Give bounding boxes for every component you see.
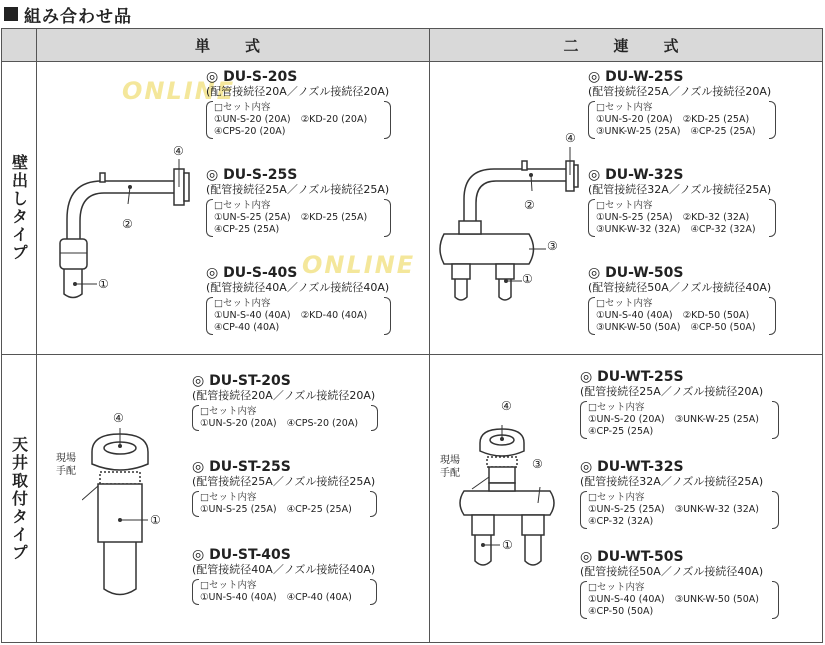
product-du-w-50s — [588, 265, 774, 335]
divider — [2, 354, 822, 355]
set-contents — [194, 405, 376, 431]
set-item: ④CP-40 (40A) — [286, 592, 352, 603]
set-items-row — [596, 224, 766, 236]
product-desc: (配管接続径32A／ノズル接続径25A) — [588, 183, 772, 196]
set-contents — [194, 579, 375, 605]
set-item: ①UN-S-20 (20A) — [214, 114, 291, 125]
set-items-row — [214, 114, 381, 126]
set-item: ①UN-S-20 (20A) — [588, 414, 665, 425]
product-desc: (配管接続径25A／ノズル接続径20A) — [580, 385, 764, 398]
callout-1: ① — [522, 272, 533, 286]
product-du-wt-50s — [580, 549, 777, 619]
product-desc: (配管接続径50A／ノズル接続径40A) — [588, 281, 772, 294]
set-item: ①UN-S-40 (40A) — [200, 592, 277, 603]
callout-3: ③ — [547, 239, 558, 253]
product-code: ◎ DU-ST-40S — [192, 547, 291, 563]
header-double-label: 二 連 式 — [563, 36, 689, 55]
set-item: ①UN-S-20 (20A) — [200, 418, 277, 429]
set-item: ④CP-25 (25A) — [286, 504, 352, 515]
set-items-row — [214, 322, 381, 334]
set-label: □セット内容 — [596, 298, 653, 309]
ceiling-double-diagram — [452, 421, 572, 621]
set-item: ②KD-25 (25A) — [300, 212, 368, 223]
set-item: ①UN-S-20 (20A) — [596, 114, 673, 125]
set-contents — [590, 199, 774, 237]
product-du-st-25s — [192, 459, 375, 517]
set-item: ④CP-50 (50A) — [588, 606, 654, 617]
set-items-row — [200, 418, 368, 430]
product-du-wt-32s — [580, 459, 777, 529]
wall-double-diagram — [434, 139, 584, 309]
product-code: ◎ DU-WT-32S — [580, 459, 684, 475]
set-items-row — [214, 126, 381, 138]
set-item: ③UNK-W-25 (25A) — [596, 126, 681, 137]
header-corner — [2, 29, 36, 61]
product-desc: (配管接続径25A／ノズル接続径25A) — [206, 183, 390, 196]
product-du-w-25s — [588, 69, 774, 139]
set-item: ②KD-25 (25A) — [682, 114, 750, 125]
divider — [36, 29, 37, 642]
product-code: ◎ DU-S-40S — [206, 265, 298, 281]
set-item: ④CP-32 (32A) — [690, 224, 756, 235]
product-desc: (配管接続径20A／ノズル接続径20A) — [206, 85, 390, 98]
set-item: ①UN-S-40 (40A) — [214, 310, 291, 321]
watermark: ONLINE — [122, 77, 236, 105]
set-item: ④CP-25 (25A) — [690, 126, 756, 137]
callout-4: ④ — [565, 131, 576, 145]
watermark: ONLINE — [302, 251, 416, 279]
product-du-w-32s — [588, 167, 774, 237]
set-item: ④CPS-20 (20A) — [286, 418, 359, 429]
set-item: ②KD-20 (20A) — [300, 114, 368, 125]
callout-4: ④ — [173, 144, 184, 158]
set-items-row — [588, 426, 769, 438]
divider — [2, 61, 822, 62]
product-desc: (配管接続径20A／ノズル接続径20A) — [192, 389, 376, 402]
set-item: ③UNK-W-25 (25A) — [674, 414, 759, 425]
label-tehai: 手配 — [440, 468, 460, 479]
set-item: ①UN-S-40 (40A) — [596, 310, 673, 321]
row-label-wall — [2, 62, 36, 354]
product-desc: (配管接続径32A／ノズル接続径25A) — [580, 475, 764, 488]
product-code: ◎ DU-WT-50S — [580, 549, 684, 565]
product-code: ◎ DU-W-50S — [588, 265, 684, 281]
set-contents — [590, 101, 774, 139]
page-title — [4, 0, 132, 28]
set-items-row — [596, 212, 766, 224]
set-items-row — [214, 310, 381, 322]
product-du-st-40s — [192, 547, 375, 605]
set-items-row — [588, 414, 769, 426]
row-label-wall-text: 壁出しタイプ — [9, 154, 29, 262]
set-label: □セット内容 — [588, 402, 645, 413]
set-item: ①UN-S-25 (25A) — [588, 504, 665, 515]
product-code: ◎ DU-S-25S — [206, 167, 298, 183]
product-desc: (配管接続径25A／ノズル接続径20A) — [588, 85, 772, 98]
set-item: ③UNK-W-32 (32A) — [596, 224, 681, 235]
set-item: ③UNK-W-50 (50A) — [674, 594, 759, 605]
set-label: □セット内容 — [588, 582, 645, 593]
callout-4: ④ — [113, 411, 124, 425]
set-item: ①UN-S-25 (25A) — [200, 504, 277, 515]
set-label: □セット内容 — [200, 406, 257, 417]
set-items-row — [214, 212, 381, 224]
product-desc: (配管接続径40A／ノズル接続径40A) — [206, 281, 390, 294]
set-item: ④CP-32 (32A) — [588, 516, 654, 527]
title-text: 組み合わせ品 — [24, 6, 132, 27]
set-items-row — [596, 126, 766, 138]
callout-2: ② — [122, 217, 133, 231]
product-code: ◎ DU-WT-25S — [580, 369, 684, 385]
row-label-ceiling — [2, 355, 36, 642]
set-contents — [208, 297, 389, 335]
set-item: ④CPS-20 (20A) — [214, 126, 286, 137]
set-contents — [582, 581, 777, 619]
set-items-row — [596, 310, 766, 322]
callout-1: ① — [150, 513, 161, 527]
set-items-row — [588, 516, 769, 528]
label-genba: 現場 — [440, 455, 460, 466]
set-contents — [208, 101, 389, 139]
set-item: ①UN-S-25 (25A) — [596, 212, 673, 223]
row-label-ceiling-text: 天井取付タイプ — [9, 435, 29, 562]
set-contents — [208, 199, 389, 237]
product-du-wt-25s — [580, 369, 777, 439]
set-item: ④CP-40 (40A) — [214, 322, 280, 333]
set-item: ②KD-50 (50A) — [682, 310, 750, 321]
product-code: ◎ DU-ST-20S — [192, 373, 291, 389]
set-items-row — [588, 594, 769, 606]
callout-1: ① — [98, 277, 109, 291]
set-items-row — [596, 322, 766, 334]
product-du-s-20s — [206, 69, 389, 139]
label-genba: 現場 — [56, 453, 76, 464]
set-label: □セット内容 — [214, 102, 271, 113]
set-contents — [590, 297, 774, 335]
product-desc: (配管接続径40A／ノズル接続径40A) — [192, 563, 376, 576]
header-single — [36, 29, 429, 61]
set-items-row — [214, 224, 381, 236]
set-label: □セット内容 — [200, 580, 257, 591]
set-item: ④CP-25 (25A) — [588, 426, 654, 437]
set-item: ②KD-32 (32A) — [682, 212, 750, 223]
set-item: ①UN-S-25 (25A) — [214, 212, 291, 223]
callout-1: ① — [502, 538, 513, 552]
set-label: □セット内容 — [214, 200, 271, 211]
set-label: □セット内容 — [214, 298, 271, 309]
product-desc: (配管接続径50A／ノズル接続径40A) — [580, 565, 764, 578]
product-du-s-25s — [206, 167, 389, 237]
set-label: □セット内容 — [596, 200, 653, 211]
product-code: ◎ DU-W-25S — [588, 69, 684, 85]
set-label: □セット内容 — [588, 492, 645, 503]
product-code: ◎ DU-ST-25S — [192, 459, 291, 475]
set-label: □セット内容 — [596, 102, 653, 113]
set-items-row — [588, 606, 769, 618]
set-label: □セット内容 — [200, 492, 257, 503]
set-item: ④CP-50 (50A) — [690, 322, 756, 333]
set-contents — [582, 491, 777, 529]
product-desc: (配管接続径25A／ノズル接続径25A) — [192, 475, 376, 488]
set-item: ③UNK-W-32 (32A) — [674, 504, 759, 515]
set-items-row — [596, 114, 766, 126]
header-single-label: 単 式 — [194, 36, 270, 55]
callout-4: ④ — [501, 399, 512, 413]
set-contents — [582, 401, 777, 439]
set-contents — [194, 491, 375, 517]
product-du-st-20s — [192, 373, 376, 431]
label-tehai: 手配 — [56, 466, 76, 477]
divider — [429, 29, 430, 642]
set-items-row — [200, 504, 367, 516]
header-double — [430, 29, 822, 61]
combination-table — [1, 28, 823, 643]
set-item: ①UN-S-40 (40A) — [588, 594, 665, 605]
callout-2: ② — [524, 198, 535, 212]
product-code: ◎ DU-S-20S — [206, 69, 298, 85]
set-item: ②KD-40 (40A) — [300, 310, 368, 321]
set-items-row — [200, 592, 367, 604]
title-square-icon — [4, 7, 18, 21]
set-items-row — [588, 504, 769, 516]
callout-3: ③ — [532, 457, 543, 471]
set-item: ③UNK-W-50 (50A) — [596, 322, 681, 333]
product-du-s-40s — [206, 265, 389, 335]
product-code: ◎ DU-W-32S — [588, 167, 684, 183]
set-item: ④CP-25 (25A) — [214, 224, 280, 235]
